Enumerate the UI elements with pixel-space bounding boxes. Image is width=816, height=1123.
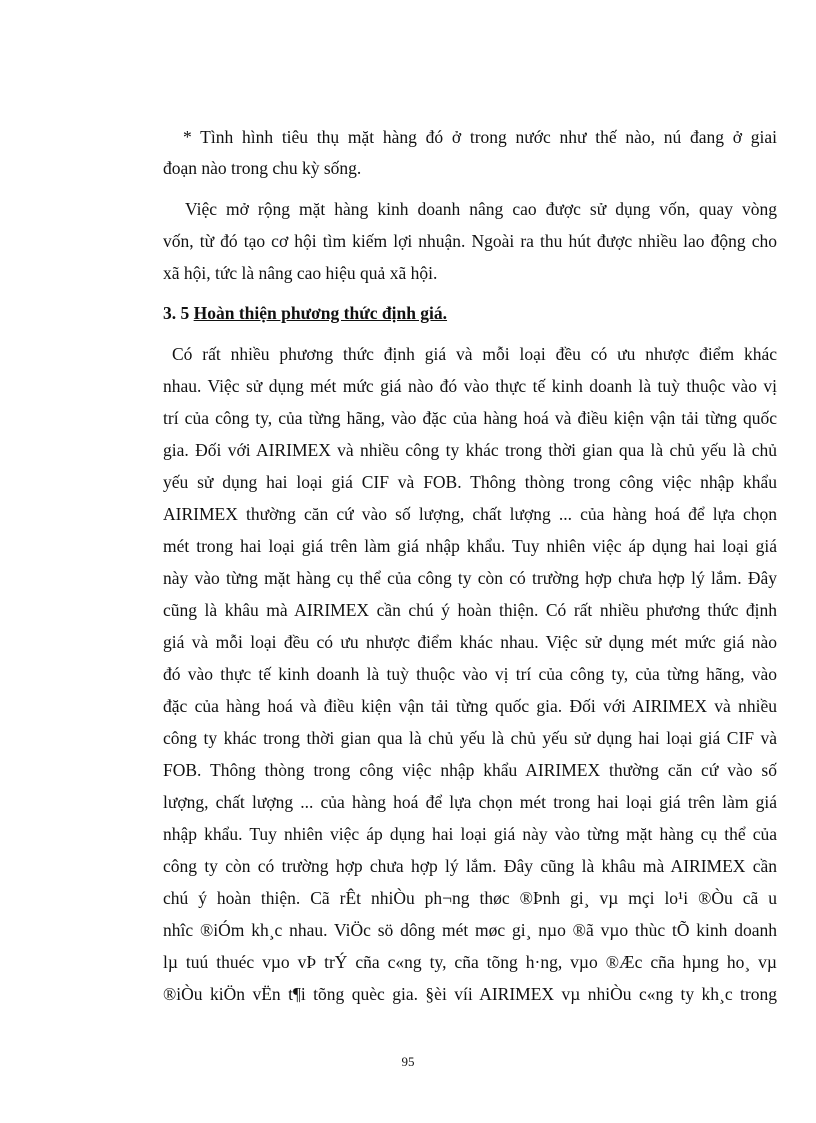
- paragraph-line: xã hội, tức là nâng cao hiệu quả xã hội.: [163, 263, 438, 283]
- paragraph-line: nhîc ®iÓm kh¸c nhau. ViÖc sö dông mét møc gi¸ nµo ®ã vµo thùc tÕ kinh doanh: [163, 920, 777, 940]
- paragraph-line: công ty khác trong thời gian qua là chủ yếu là chủ yếu sử dụng hai loại giá CIF và: [163, 728, 777, 748]
- paragraph-line: lượng, chất lượng ... của hàng hoá để lựa chọn mét trong hai loại giá trên làm giá: [163, 792, 777, 812]
- paragraph-line: đoạn nào trong chu kỳ sống.: [163, 158, 362, 178]
- paragraph-line: này vào từng mặt hàng cụ thể của công ty còn có trường hợp chưa hợp lý lắm. Đây: [163, 568, 777, 588]
- paragraph-line: FOB. Thông thòng trong công việc nhập khẩu AIRIMEX thường căn cứ vào số: [163, 760, 777, 780]
- section-heading: [163, 303, 447, 323]
- page-number: 95: [401, 1054, 415, 1069]
- paragraph-line: Có rất nhiều phương thức định giá và mỗi loại đều có ưu nhược điểm khác: [172, 344, 777, 364]
- paragraph-line: trí của công ty, của từng hãng, vào đặc của hàng hoá và điều kiện vận tải từng quốc: [163, 408, 777, 428]
- paragraph-line: chú ý hoàn thiện. Cã rÊt nhiÒu ph¬ng thøc ®Þnh gi¸ vµ mçi lo¹i ®Òu cã u: [163, 888, 777, 908]
- paragraph-line: nhập khẩu. Tuy nhiên việc áp dụng hai loại giá này vào từng mặt hàng cụ thể của: [163, 824, 777, 844]
- paragraph-line: nhau. Việc sử dụng mét mức giá nào đó vào thực tế kinh doanh là tuỳ thuộc vào vị: [163, 376, 777, 396]
- paragraph-line: AIRIMEX thường căn cứ vào số lượng, chất lượng ... của hàng hoá để lựa chọn: [163, 504, 777, 524]
- paragraph-line: đó vào thực tế kinh doanh là tuỳ thuộc vào vị trí của công ty, của từng hãng, vào: [163, 664, 777, 684]
- paragraph-line: đặc của hàng hoá và điều kiện vận tải từng quốc gia. Đối với AIRIMEX và nhiều: [163, 696, 777, 716]
- section-number: 3. 5: [163, 303, 190, 323]
- paragraph-line: * Tình hình tiêu thụ mặt hàng đó ở trong nước như thế nào, nú đang ở giai: [183, 127, 777, 147]
- paragraph-line: gia. Đối với AIRIMEX và nhiều công ty khác trong thời gian qua là chủ yếu là chủ: [163, 440, 777, 460]
- paragraph-line: vốn, từ đó tạo cơ hội tìm kiếm lợi nhuận. Ngoài ra thu hút được nhiều lao động cho: [163, 231, 777, 251]
- paragraph-line: Việc mở rộng mặt hàng kinh doanh nâng cao được sử dụng vốn, quay vòng: [185, 199, 777, 219]
- paragraph-line: yếu sử dụng hai loại giá CIF và FOB. Thông thòng trong công việc nhập khẩu: [163, 472, 777, 492]
- section-title: Hoàn thiện phương thức định giá.: [193, 303, 448, 323]
- paragraph-line: ®iÒu kiÖn vËn t¶i tõng quèc gia. §èi víi AIRIMEX vµ nhiÒu c«ng ty kh¸c trong: [163, 984, 777, 1004]
- paragraph-line: lµ tuú thuéc vµo vÞ trÝ cña c«ng ty, cña tõng h·ng, vµo ®Æc cña hµng ho¸ vµ: [163, 952, 777, 972]
- paragraph-line: giá và mỗi loại đều có ưu nhược điểm khác nhau. Việc sử dụng mét mức giá nào: [163, 632, 777, 652]
- paragraph-line: công ty còn có trường hợp chưa hợp lý lắm. Đây cũng là khâu mà AIRIMEX cần: [163, 856, 777, 876]
- paragraph-line: mét trong hai loại giá trên làm giá nhập khẩu. Tuy nhiên việc áp dụng hai loại giá: [163, 536, 777, 556]
- paragraph-line: cũng là khâu mà AIRIMEX cần chú ý hoàn thiện. Có rất nhiều phương thức định: [163, 600, 777, 620]
